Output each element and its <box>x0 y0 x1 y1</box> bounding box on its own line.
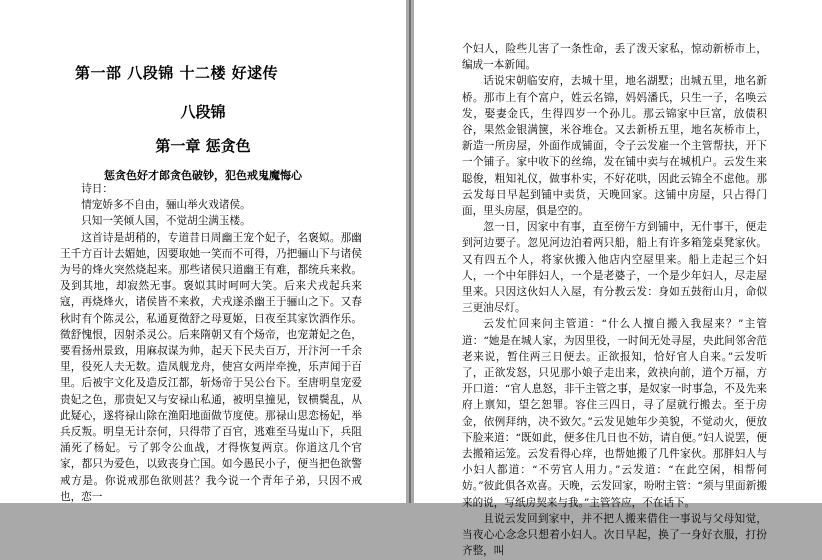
chapter-title: 第一章 惩贪色 <box>155 137 251 155</box>
left-body-text <box>60 181 362 503</box>
book-title: 八段锦 <box>180 103 226 121</box>
paragraph: 这首诗是胡稍的，专道昔日周幽王宠个妃子，名褒姒。那幽王千方百计去媚她，因要取她一笑而不可得，乃把骊山下与诸侯为号的烽火突然烧起来。那些诸侯只道幽王有难，都统兵来救。及到其地，却寂然无事。褒姒其时呵呵大笑。后来犬戎起兵来寇，再烧烽火，诸侯皆不来救，犬戎遂杀幽王于骊山之下。又春秋时有个陈灵公，私通夏徵舒之母夏姬，日夜至其家饮酒作乐。徵舒愧恨，因射杀灵公。后来隋朝又有个炀帝，也宠萧妃之色，要看扬州景致，用麻叔谋为帅，起天下民夫百万，开汴河一千余里，役死人夫无数。造凤舰龙舟，使宫女两岸牵挽，乐声闻于百里。后被宇文化及造反江都，斩炀帝于吴公台下。至唐明皇宠爱贵妃之色，那贵妃又与安禄山私通，被明皇撞见，钗横鬓乱，从此疑心，遂将禄山除在渔阳地面做节度使。那禄山思恋杨妃，举兵反叛。明皇无计奈何，只得带了百官，逃难至马嵬山下，兵阻涌死了杨妃。亏了郭令公血战，才得恢复两京。你道这几个官家，都只为爱色，以致丧身亡国。如今愚民小子，便当把色欲警戒方是。你说戒那色欲则甚？我今说一个青年子弟，只因不戒也，恋一 <box>60 231 362 503</box>
part-title: 第一部 八段锦 十二楼 好逑传 <box>75 64 279 82</box>
right-body-text <box>462 41 767 560</box>
paragraph: 话说宋朝临安府，去城十里，地名湖墅；出城五里，地名新桥。那市上有个富户，姓云名锦，妈妈潘氏，只生一子，名唤云发，娶妻金氏，生得四岁一个孙儿。那云锦家中巨富，放债积谷，果然金银满箧，米谷堆仓。又去新桥五里，地名灰桥市上，新造一所房屋，外面作成铺面，令子云发雇一个主管帮扶，开下一个铺子。家中收下的丝绵，发在铺中卖与在城机户。云发生来聪俊，粗知礼仪，做事朴实，不好花哄，因此云锦全不虑他。那云发每日早起到铺中卖货，天晚回家。这铺中房屋，只占得门面，里头房屋，俱是空的。 <box>462 75 767 218</box>
poem-line-2: 只知一笑倾人国，不觉胡尘满玉楼。 <box>81 215 251 228</box>
poem-line-1: 情宠娇多不自由，骊山举火戏诸侯。 <box>81 199 251 212</box>
paragraph: 个妇人，险些儿害了一条性命，丢了泼天家私，惊动新桥市上，编成一本新闻。 <box>462 43 767 72</box>
poem-intro: 诗日： <box>81 183 113 195</box>
paragraph: 云发忙回来问主管道：“什么人擅自搬入我屋来？”主管道：“她是在城人家，为因里役，一时间无处寻屋，央此间邻舍范老来说，暂住两三日便去。正欲报知，恰好官人自来。”云发听了，正欲发怒，只见那小娘子走出来，敛袂向前，道个万福，方开口道：“官人息怒，非干主管之事，是奴家一时事急，不及先来府上禀知，望乞恕罪。容住三四日，寻了屋就行搬去。至于房金，依例拜纳，决不致欠。”云发见她年少美貌，不觉动火，便放下脸来道：“既如此，便多住几日也不妨，请自便。”妇人说罢，便去搬箱运笼。云发看得心痒，也帮她搬了几件家伙。那胖妇人与小妇人都道：“不劳官人用力。”云发道：“在此空闲，相帮何妨。”彼此俱各欢喜。天晚，云发回家，吩咐主管：“须与里面新搬来的说，写纸房契来与我。”主管答应，不在话下。 <box>462 318 767 509</box>
left-page <box>0 0 406 503</box>
paragraph: 忽一日，因家中有事，直至傍午方到铺中，无什事干，便走到河边要子。忽见河边泊着两只船，船上有许多箱笼桌凳家伙。又有四五个人，将家伙搬入他店内空屋里来。船上走起三个妇人，一个中年胖妇人，一个是老婆子，一个是少年妇人，尽走屋里来。只因这伙妇人入屋，有分教云发：身如五鼓衔山月，命似三更油尽灯。 <box>462 221 767 315</box>
chapter-couplet: 惩贪色好才郎贪色破钞，犯色戒鬼魔悔心 <box>104 169 302 182</box>
paragraph: 且说云发回到家中，并不把人搬来借住一事说与父母知觉，当夜心心念念只想着小妇人。次日早起，换了一身好衣服，打扮齐整，叫 <box>462 512 767 558</box>
page-divider <box>409 0 411 503</box>
